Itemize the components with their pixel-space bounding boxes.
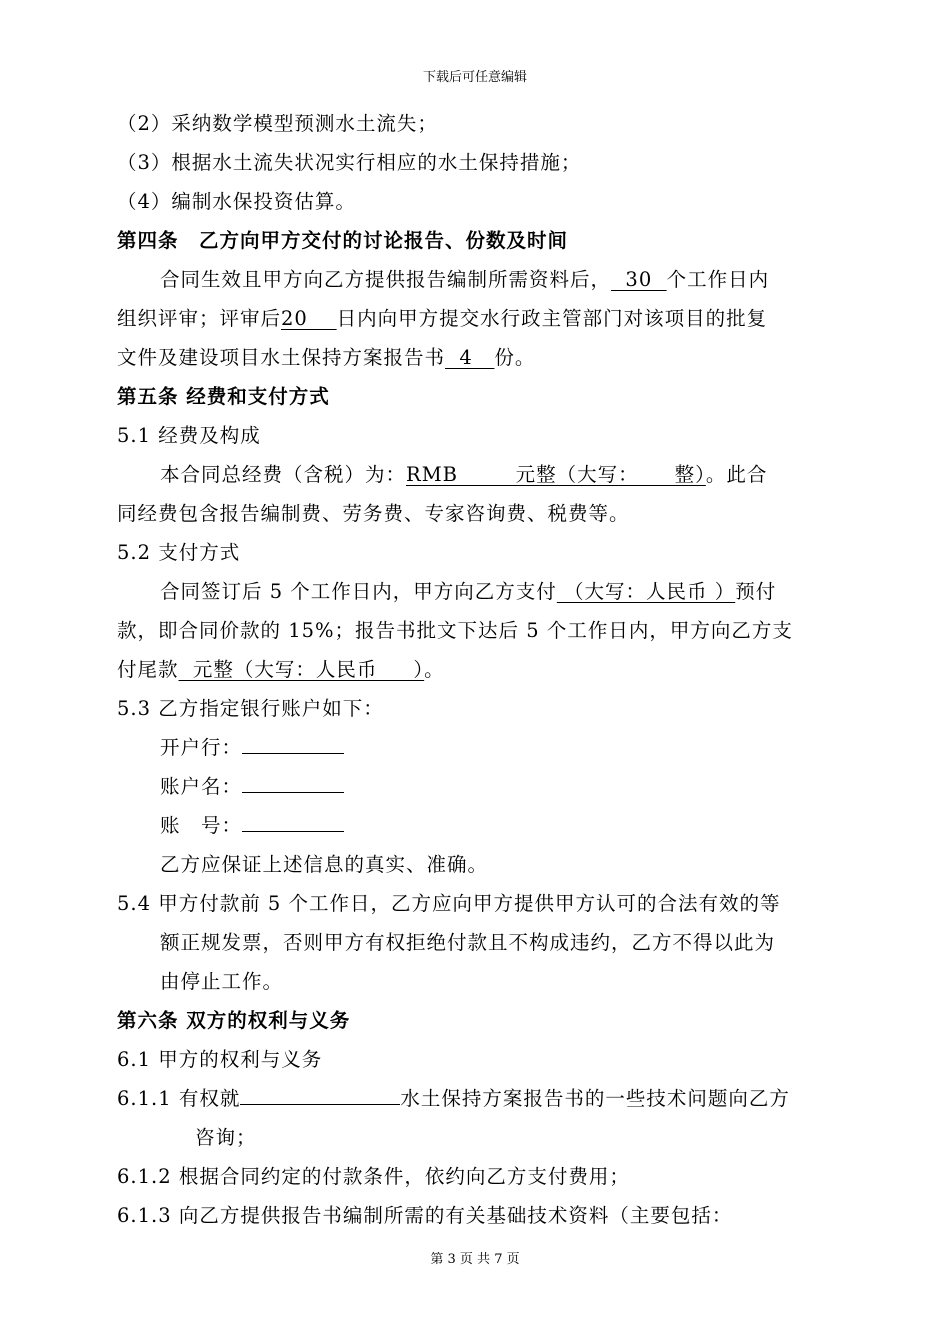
- text: 本合同总经费（含税）为：: [160, 463, 407, 486]
- article-4-line-2: [117, 299, 837, 338]
- copies-value: 4: [445, 346, 495, 369]
- document-body: [117, 104, 837, 1235]
- page-footer: 第 3 页 共 7 页: [430, 1252, 520, 1267]
- text: 。此合: [705, 463, 768, 486]
- text: 预付: [735, 580, 777, 603]
- article-4-title: 第四条 乙方向甲方交付的讨论报告、份数及时间: [117, 229, 569, 252]
- review-days-value: 30: [611, 268, 667, 291]
- section-5-3-note: 乙方应保证上述信息的真实、准确。: [160, 853, 489, 876]
- article-6-title: 第六条 双方的权利与义务: [117, 1009, 351, 1032]
- account-name-label: 账户名：: [160, 775, 243, 798]
- text: 个工作日内: [666, 268, 770, 291]
- account-name-blank: [242, 770, 344, 793]
- text: 合同生效且甲方向乙方提供报告编制所需资料后，: [160, 268, 612, 291]
- article-4-line-1: [117, 260, 837, 299]
- article-5-title: 第五条 经费和支付方式: [117, 385, 330, 408]
- list-item-4: （4）编制水保投资估算。: [117, 190, 356, 213]
- section-5-1-line-2: 同经费包含报告编制费、劳务费、专家咨询费、税费等。: [117, 502, 630, 525]
- section-6-1-1-line-1: [117, 1079, 837, 1118]
- section-6-1-1-line-2: 咨询；: [195, 1126, 257, 1149]
- article-4-line-3: [117, 338, 837, 377]
- bank-name-row: [117, 728, 837, 767]
- section-6-1-3: 6.1.3 向乙方提供报告书编制所需的有关基础技术资料（主要包括：: [117, 1204, 733, 1227]
- text: 合同签订后 5 个工作日内，甲方向乙方支付: [160, 580, 557, 603]
- total-fee-value: RMB 元整（大写： 整）: [406, 463, 706, 486]
- text: 日内向甲方提交水行政主管部门对该项目的批复: [336, 307, 768, 330]
- section-5-4-line-2: 额正规发票，否则甲方有权拒绝付款且不构成违约，乙方不得以此为: [160, 931, 776, 954]
- final-payment-value: 元整（大写：人民币 ）: [178, 658, 425, 681]
- section-5-3-title: 5.3 乙方指定银行账户如下：: [117, 697, 384, 720]
- text: 付尾款: [117, 658, 179, 681]
- project-name-blank: [240, 1082, 400, 1105]
- section-5-1-line-1: [117, 455, 837, 494]
- text: 水土保持方案报告书的一些技术问题向乙方: [400, 1087, 790, 1110]
- prepayment-value: （大写：人民币 ）: [556, 580, 736, 603]
- list-item-3: （3）根据水土流失状况实行相应的水土保持措施；: [117, 151, 582, 174]
- submit-days-value: 20: [281, 307, 337, 330]
- account-number-row: [117, 806, 837, 845]
- text: 组织评审；评审后: [117, 307, 282, 330]
- section-5-2-line-3: [117, 650, 837, 689]
- section-6-1-title: 6.1 甲方的权利与义务: [117, 1048, 323, 1071]
- page-header: 下载后可任意编辑: [422, 70, 527, 85]
- bank-name-blank: [242, 731, 344, 754]
- account-number-label: 账 号：: [160, 814, 243, 837]
- list-item-2: （2）采纳数学模型预测水土流失；: [117, 112, 438, 135]
- bank-name-label: 开户行：: [160, 736, 243, 759]
- section-5-1-title: 5.1 经费及构成: [117, 424, 261, 447]
- section-6-1-2: 6.1.2 根据合同约定的付款条件，依约向乙方支付费用；: [117, 1165, 630, 1188]
- section-5-2-line-1: [117, 572, 837, 611]
- section-5-2-title: 5.2 支付方式: [117, 541, 241, 564]
- text: 份。: [494, 346, 536, 369]
- text: 文件及建设项目水土保持方案报告书: [117, 346, 446, 369]
- text: 6.1.1 有权就: [117, 1087, 241, 1110]
- section-5-4-line-1: 5.4 甲方付款前 5 个工作日，乙方应向甲方提供甲方认可的合法有效的等: [117, 892, 781, 915]
- account-number-blank: [242, 809, 344, 832]
- account-name-row: [117, 767, 837, 806]
- section-5-4-line-3: 由停止工作。: [160, 970, 284, 993]
- text: 。: [424, 658, 445, 681]
- section-5-2-line-2: 款，即合同价款的 15%；报告书批文下达后 5 个工作日内，甲方向乙方支: [117, 619, 793, 642]
